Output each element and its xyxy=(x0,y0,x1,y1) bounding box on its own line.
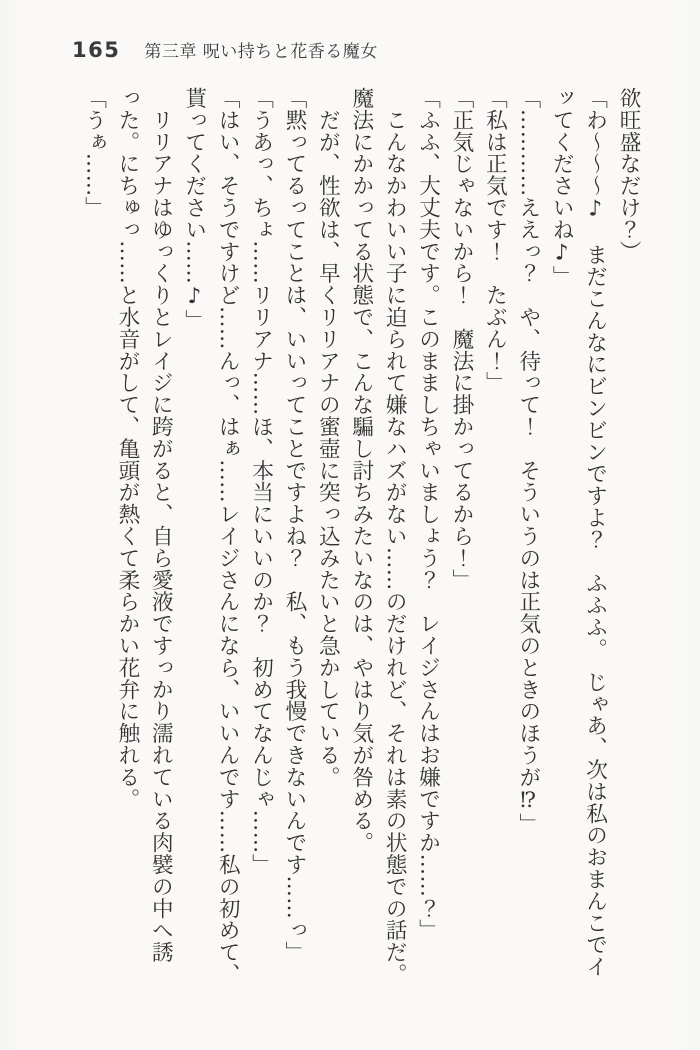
text-column: だが、性欲は、早くリリアナの蜜壺に突っ込みたいと急かしている。 xyxy=(315,87,341,788)
text-column: 魔法にかかってる状態で、こんな騙し討ちみたいなのは、やはり気が咎める。 xyxy=(348,87,374,854)
vertical-text-block xyxy=(77,87,645,1003)
text-column: 「うあっ、ちょ……リリアナ……ほ、本当にいいのか？ 初めてなんじゃ……」 xyxy=(248,87,274,876)
chapter-title: 第三章 呪い持ちと花香る魔女 xyxy=(144,42,378,62)
text-column: 「ふふ、大丈夫です。このまましちゃいましょう？ レイジさんはお嫌ですか……？」 xyxy=(415,87,441,942)
text-column: リリアナはゆっくりとレイジに跨がると、自ら愛液ですっかり濡れている肉襞の中へ誘 xyxy=(148,87,174,963)
page-header xyxy=(72,37,378,62)
text-column: 貰ってください……♪」 xyxy=(181,87,207,332)
text-column: 「黙ってるってことは、いいってことですよね？ 私、もう我慢できないんです……っ」 xyxy=(281,87,307,963)
text-column: 「はい、そうですけど……んっ、はぁ……レイジさんになら、いいんです……私の初めて、 xyxy=(215,87,241,985)
page-number: 165 xyxy=(72,38,121,62)
text-column: 「正気じゃないから！ 魔法に掛かってるから！」 xyxy=(448,87,474,591)
text-column: ッてくださいね♪」 xyxy=(549,87,575,288)
text-column: 欲旺盛なだけ？） xyxy=(616,87,641,263)
text-column: った。にちゅっ……と水音がして、亀頭が熱くて柔らかい花弁に触れる。 xyxy=(114,87,140,810)
text-column: 「私は正気です！ たぶん！」 xyxy=(482,87,508,394)
text-column: 「わ～～～♪ まだこんなにビンビンですよ？ ふふふ。 じゃあ、次は私のおまんこでイ xyxy=(582,87,608,978)
text-column: こんなかわいい子に迫られて嫌なハズがない……のだけれど、それは素の状態での話だ。 xyxy=(382,87,408,985)
text-column: 「…………ええっ？ や、待って！ そういうのは正気のときのほうが⁉」 xyxy=(515,87,541,835)
text-column: 「うぁ……」 xyxy=(81,87,107,219)
